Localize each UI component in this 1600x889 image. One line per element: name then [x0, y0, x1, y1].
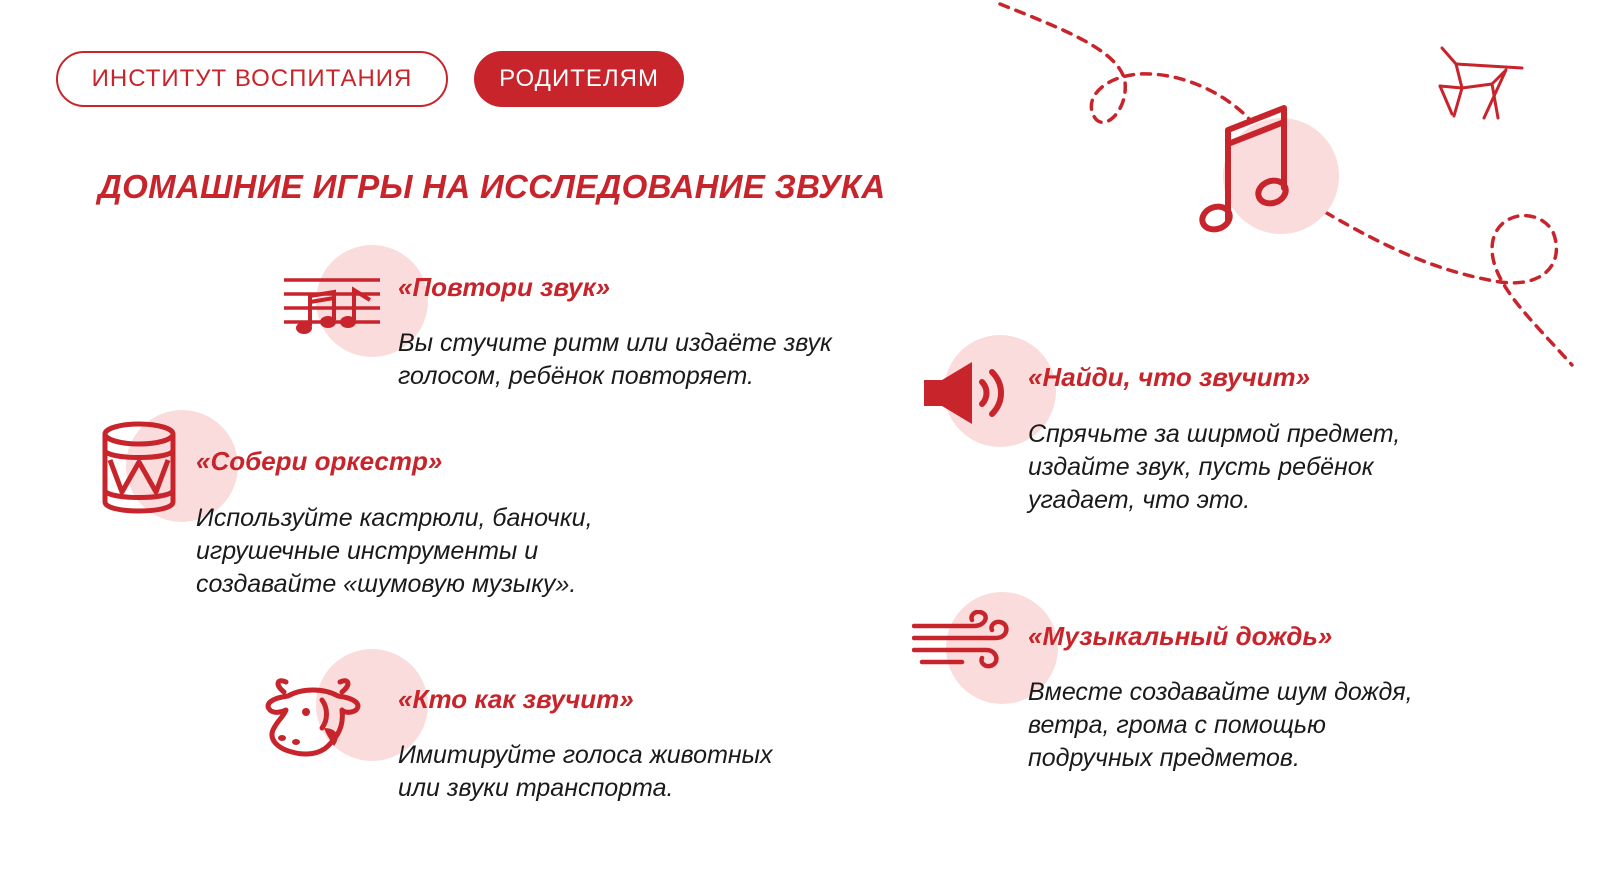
game-description-orchestra: Используйте кастрюли, баночки, игрушечные инструменты и создавайте «шумовую музыку».	[196, 504, 593, 598]
game-title-who-sounds: «Кто как звучит»	[398, 684, 634, 714]
speaker-icon	[922, 360, 1010, 426]
game-title-orchestra: «Собери оркестр»	[196, 446, 443, 476]
music-note-icon	[1196, 100, 1300, 240]
game-title-music-rain: «Музыкальный дождь»	[1028, 621, 1333, 651]
game-description-music-rain: Вместе создавайте шум дождя, ветра, грома с помощью подручных предметов.	[1028, 678, 1413, 772]
cow-icon	[262, 676, 366, 764]
page-title: ДОМАШНИЕ ИГРЫ НА ИССЛЕДОВАНИЕ ЗВУКА	[98, 168, 886, 205]
institute-badge[interactable]	[56, 51, 448, 107]
game-description-repeat-sound: Вы стучите ритм или издаёте звук голосом, ребёнок повторяет.	[398, 329, 832, 390]
institute-badge-label: ИНСТИТУТ ВОСПИТАНИЯ	[91, 65, 413, 92]
game-description-who-sounds: Имитируйте голоса животных или звуки транспорта.	[398, 741, 773, 802]
drum-icon	[100, 420, 178, 516]
game-title-find-sound: «Найди, что звучит»	[1028, 362, 1311, 392]
horse-logo-icon	[1432, 44, 1526, 122]
parents-badge[interactable]	[474, 51, 684, 107]
parents-badge-label: РОДИТЕЛЯМ	[499, 65, 659, 92]
game-description-find-sound: Спрячьте за ширмой предмет, издайте звук, пусть ребёнок угадает, что это.	[1028, 420, 1401, 514]
music-staff-icon	[282, 274, 382, 336]
wind-icon	[912, 610, 1012, 670]
game-title-repeat-sound: «Повтори звук»	[398, 272, 611, 302]
